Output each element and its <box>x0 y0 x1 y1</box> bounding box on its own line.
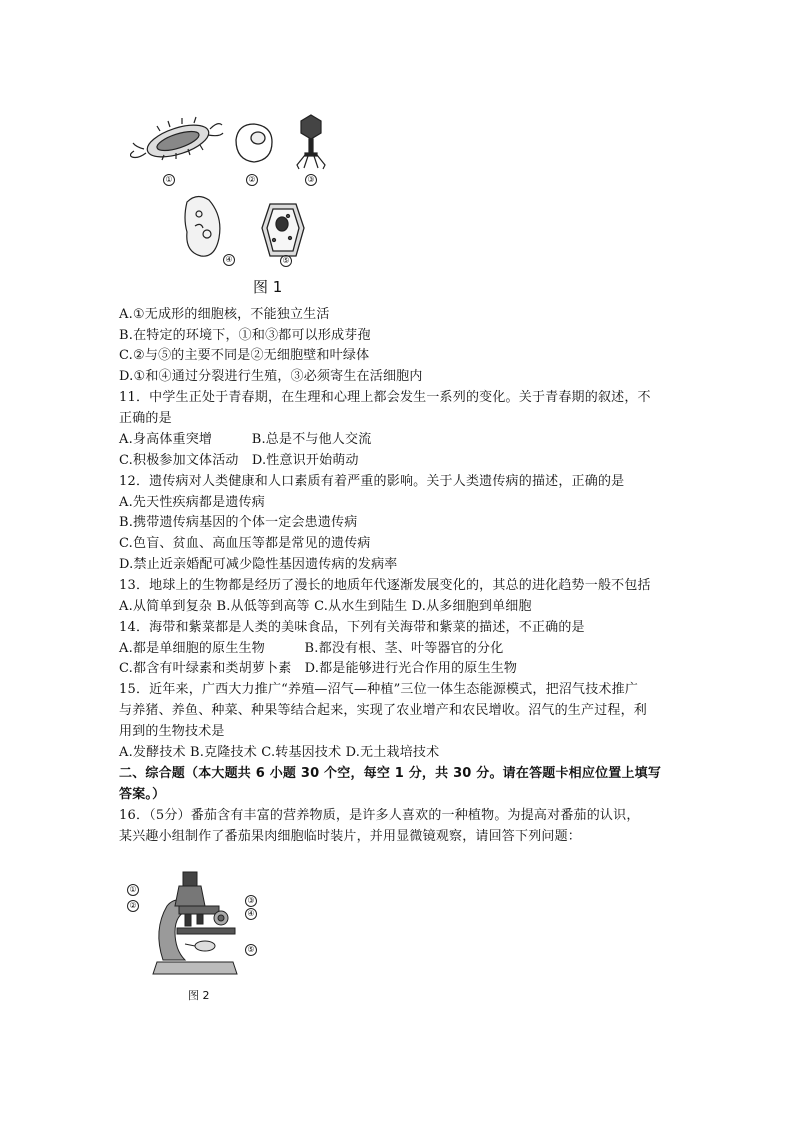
q10-option-d: D.①和④通过分裂进行生殖，③必须寄生在活细胞内 <box>119 369 423 384</box>
q10-option-b: B.在特定的环境下，①和③都可以形成芽孢 <box>119 328 371 343</box>
bacteriophage-illustration <box>293 113 329 171</box>
q10-option-a: A.①无成形的细胞核，不能独立生活 <box>119 307 330 322</box>
figure-2-label-1: ① <box>127 884 139 896</box>
figure-2-label-5: ⑤ <box>245 944 257 956</box>
figure-1-label-5: ⑤ <box>280 255 292 267</box>
protozoan-illustration <box>177 192 227 262</box>
plant-cell-illustration <box>258 200 308 260</box>
q13-stem: 13．地球上的生物都是经历了漫长的地质年代逐渐发展变化的，其总的进化趋势一般不包括 <box>119 578 651 593</box>
figure-1-label-1: ① <box>163 174 175 186</box>
q12-option-b: B.携带遗传病基因的个体一定会患遗传病 <box>119 515 358 530</box>
q10-option-c: C.②与⑤的主要不同是②无细胞壁和叶绿体 <box>119 348 370 363</box>
figure-2-label-4: ④ <box>245 908 257 920</box>
figure-1-label-3: ③ <box>305 174 317 186</box>
q14-options-line-1: A.都是单细胞的原生生物 B.都没有根、茎、叶等器官的分化 <box>119 641 504 656</box>
single-cell-illustration <box>228 118 278 168</box>
figure-1-caption: 图 1 <box>253 278 283 296</box>
q12-option-d: D.禁止近亲婚配可减少隐性基因遗传病的发病率 <box>119 557 398 572</box>
q14-options-line-2: C.都含有叶绿素和类胡萝卜素 D.都是能够进行光合作用的原生生物 <box>119 661 518 676</box>
bacterium-illustration <box>130 113 225 168</box>
microscope-illustration <box>145 870 245 980</box>
q11-options-line-2: C.积极参加文体活动 D.性意识开始萌动 <box>119 453 359 468</box>
q11-stem-line-2: 正确的是 <box>119 411 172 426</box>
q11-stem-line-1: 11．中学生正处于青春期，在生理和心理上都会发生一系列的变化。关于青春期的叙述，不 <box>119 390 651 405</box>
q16-stem-line-1: 16．（5分）番茄含有丰富的营养物质，是许多人喜欢的一种植物。为提高对番茄的认识， <box>119 808 640 823</box>
figure-2 <box>125 870 265 1005</box>
q12-option-c: C.色盲、贫血、高血压等都是常见的遗传病 <box>119 536 371 551</box>
figure-2-label-2: ② <box>127 900 139 912</box>
figure-1 <box>125 108 355 308</box>
q13-options: A.从简单到复杂 B.从低等到高等 C.从水生到陆生 D.从多细胞到单细胞 <box>119 599 532 614</box>
q16-stem-line-2: 某兴趣小组制作了番茄果肉细胞临时装片，并用显微镜观察，请回答下列问题： <box>119 829 582 844</box>
q15-stem-line-1: 15．近年来，广西大力推广“养殖—沼气—种植”三位一体生态能源模式，把沼气技术推广 <box>119 682 639 697</box>
figure-2-caption: 图 2 <box>188 989 210 1002</box>
q15-options: A.发酵技术 B.克隆技术 C.转基因技术 D.无土栽培技术 <box>119 745 440 760</box>
q15-stem-line-2: 与养猪、养鱼、种菜、种果等结合起来，实现了农业增产和农民增收。沼气的生产过程，利 <box>119 703 648 718</box>
section-2-heading-line-1: 二、综合题（本大题共 6 小题 30 个空，每空 1 分，共 30 分。请在答题卡相应位置上填写 <box>119 766 662 781</box>
q14-stem: 14．海带和紫菜都是人类的美味食品，下列有关海带和紫菜的描述，不正确的是 <box>119 620 585 635</box>
section-2-heading-line-2: 答案。） <box>119 787 166 802</box>
q12-option-a: A.先天性疾病都是遗传病 <box>119 495 265 510</box>
q12-stem: 12．遗传病对人类健康和人口素质有着严重的影响。关于人类遗传病的描述，正确的是 <box>119 474 625 489</box>
q15-stem-line-3: 用到的生物技术是 <box>119 724 225 739</box>
q11-options-line-1: A.身高体重突增 B.总是不与他人交流 <box>119 432 372 447</box>
figure-1-label-2: ② <box>246 174 258 186</box>
figure-1-label-4: ④ <box>223 254 235 266</box>
figure-2-label-3: ③ <box>245 895 257 907</box>
